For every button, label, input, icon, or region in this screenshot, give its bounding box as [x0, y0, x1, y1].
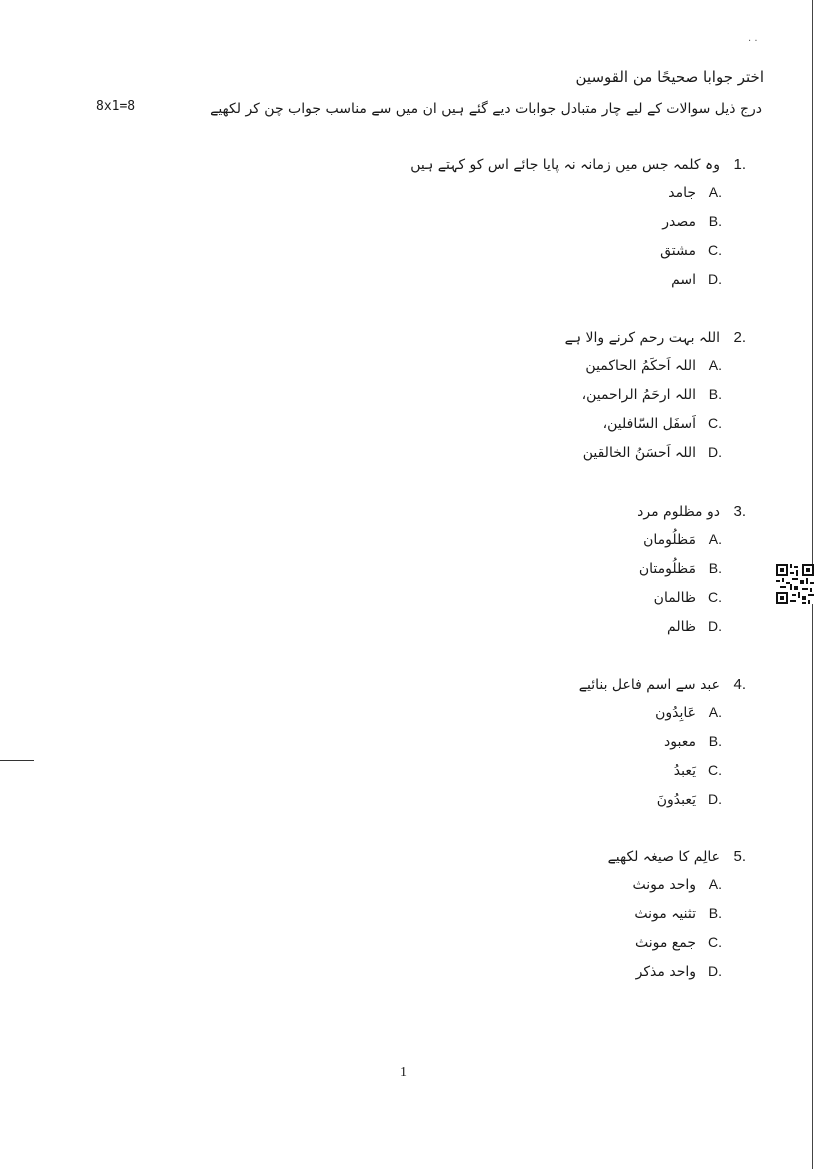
option-d[interactable] [246, 271, 722, 300]
option-letter: C. [708, 242, 722, 258]
option-list [246, 704, 746, 820]
option-letter: B. [708, 560, 722, 576]
option-letter: C. [708, 415, 722, 431]
question-text: عبد سے اسم فاعل بنائیے [578, 677, 720, 693]
option-letter: B. [708, 905, 722, 921]
option-text: اللہ اَحسَنُ الخالقین [582, 445, 696, 461]
question-text: عالِم کا صیغہ لکھیے [607, 849, 720, 865]
option-text: ظالم [667, 619, 696, 635]
section-heading: اختر جوابا صحیحًا من القوسین [575, 68, 764, 86]
option-letter: B. [708, 213, 722, 229]
option-list [246, 531, 746, 647]
option-a[interactable] [246, 876, 722, 905]
marks-allocation: 8x1=8 [96, 99, 136, 114]
option-letter: B. [708, 733, 722, 749]
option-text: اسم [671, 272, 696, 288]
option-list [246, 184, 746, 300]
option-a[interactable] [246, 184, 722, 213]
option-c[interactable] [246, 415, 722, 444]
question-number: 4. [733, 676, 746, 693]
option-d[interactable] [246, 444, 722, 473]
option-list [246, 357, 746, 473]
option-text: مَظلُومان [643, 532, 696, 548]
option-text: جامد [668, 185, 696, 201]
option-c[interactable] [246, 589, 722, 618]
question-text: دو مظلوم مرد [637, 504, 720, 520]
question-4 [246, 676, 746, 820]
option-text: اَسفَل السّافلین، [602, 416, 696, 432]
option-letter: A. [708, 184, 722, 200]
option-text: مشتق [660, 243, 696, 259]
option-text: مَظلُومتان [638, 561, 696, 577]
option-letter: D. [708, 963, 722, 979]
question-5 [246, 848, 746, 992]
option-letter: D. [708, 791, 722, 807]
option-a[interactable] [246, 357, 722, 386]
question-2 [246, 329, 746, 473]
option-d[interactable] [246, 618, 722, 647]
option-b[interactable] [246, 733, 722, 762]
option-text: یَعبدُ [673, 763, 696, 779]
option-letter: D. [708, 618, 722, 634]
option-c[interactable] [246, 934, 722, 963]
option-letter: B. [708, 386, 722, 402]
option-c[interactable] [246, 762, 722, 791]
question-number: 5. [733, 848, 746, 865]
option-a[interactable] [246, 704, 722, 733]
question-number: 3. [733, 503, 746, 520]
option-a[interactable] [246, 531, 722, 560]
section-instruction: درج ذیل سوالات کے لیے چار متبادل جوابات دیے گئے ہیں ان میں سے مناسب جواب چن کر لکھیے [210, 101, 762, 117]
option-text: یَعبدُونَ [656, 792, 696, 808]
option-text: مصدر [662, 214, 696, 230]
option-b[interactable] [246, 560, 722, 589]
option-c[interactable] [246, 242, 722, 271]
question-number: 2. [733, 329, 746, 346]
option-letter: A. [708, 531, 722, 547]
option-b[interactable] [246, 386, 722, 415]
option-letter: A. [708, 357, 722, 373]
qr-code-icon [776, 564, 814, 604]
question-text: اللہ بہت رحم کرنے والا ہے [564, 330, 720, 346]
option-letter: C. [708, 762, 722, 778]
question-1 [246, 156, 746, 300]
option-text: معبود [664, 734, 696, 750]
option-text: عَابِدُون [655, 705, 696, 721]
option-d[interactable] [246, 791, 722, 820]
option-letter: C. [708, 589, 722, 605]
option-letter: C. [708, 934, 722, 950]
option-text: اللہ ارحَمُ الراحمین، [581, 387, 696, 403]
question-number: 1. [733, 156, 746, 173]
option-b[interactable] [246, 213, 722, 242]
option-letter: A. [708, 876, 722, 892]
question-text: وہ کلمہ جس میں زمانہ نہ پایا جائے اس کو کہتے ہیں [410, 157, 720, 173]
margin-mark [0, 760, 34, 761]
option-b[interactable] [246, 905, 722, 934]
option-text: ظالمان [653, 590, 696, 606]
option-text: واحد مونث [632, 877, 696, 893]
question-3 [246, 503, 746, 647]
option-letter: A. [708, 704, 722, 720]
option-list [246, 876, 746, 992]
option-d[interactable] [246, 963, 722, 992]
page-number: 1 [400, 1065, 407, 1080]
option-letter: D. [708, 444, 722, 460]
option-text: واحد مذکر [635, 964, 696, 980]
scan-speckle: · · [748, 36, 758, 47]
option-letter: D. [708, 271, 722, 287]
option-text: تثنیہ مونث [634, 906, 696, 922]
option-text: اللہ اَحکَمُ الحاکمین [585, 358, 696, 374]
option-text: جمع مونث [634, 935, 696, 951]
